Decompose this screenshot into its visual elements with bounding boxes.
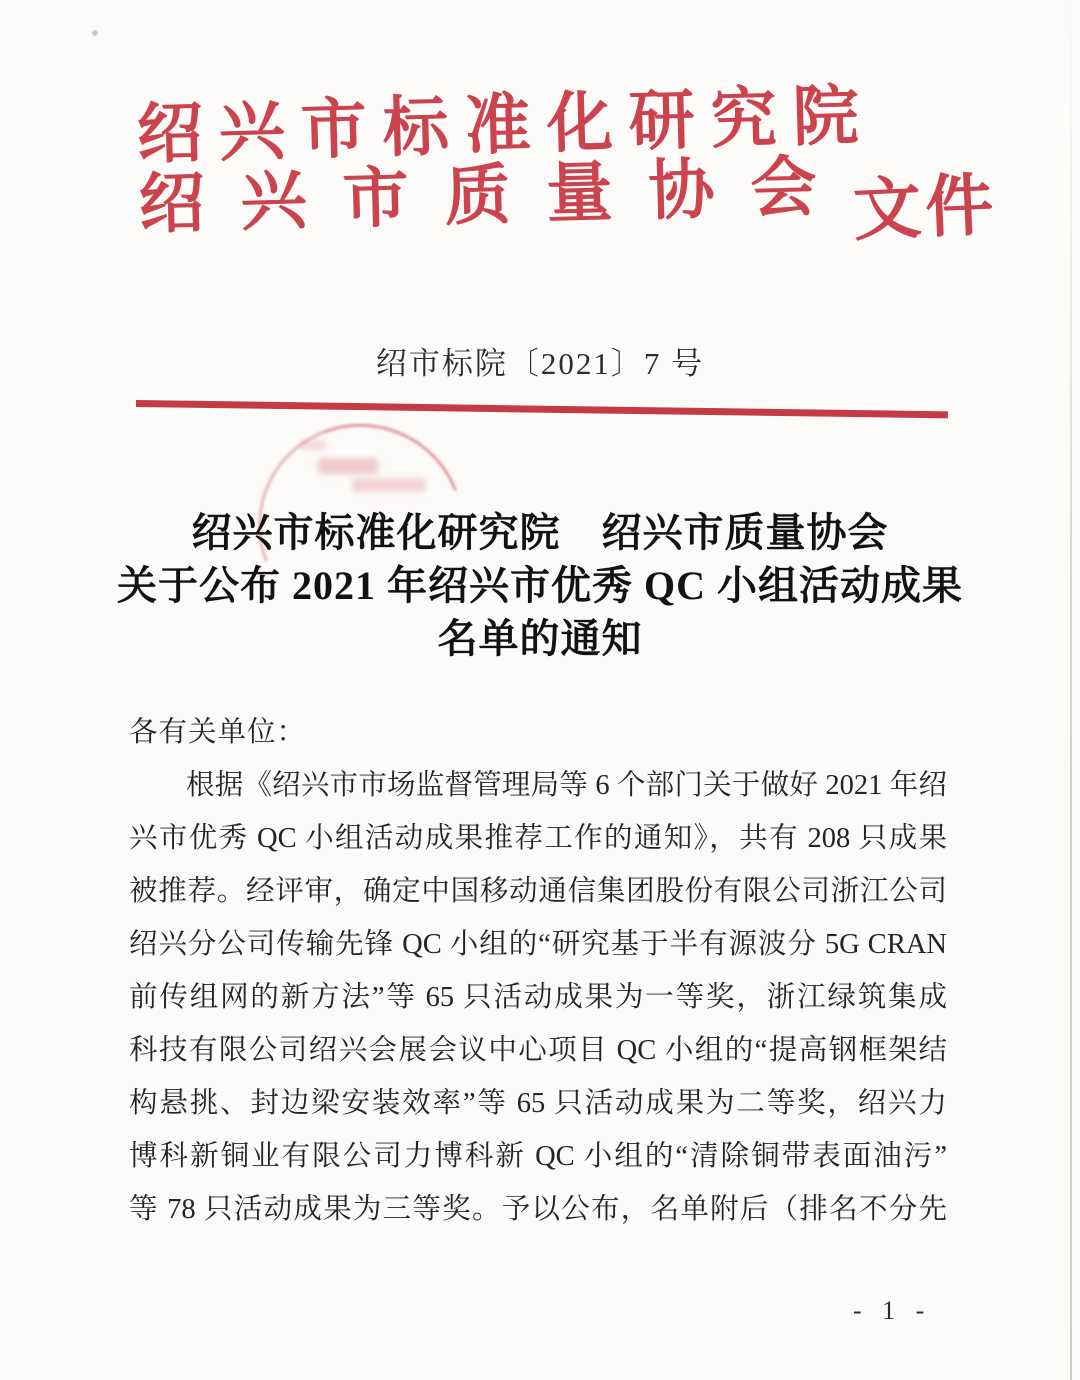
body-line: 等 78 只活动成果为三等奖。予以公布，名单附后（排名不分先 (129, 1194, 947, 1225)
body-line: 根据《绍兴市市场监督管理局等 6 个部门关于做好 2021 年绍 (186, 770, 947, 801)
red-separator-line (136, 400, 948, 418)
body-line: 兴市优秀 QC 小组活动成果推荐工作的通知》，共有 208 只成果 (129, 823, 947, 854)
page-edge-line (1070, 0, 1072, 1380)
body-line: 构悬挑、封边梁安装效率”等 65 只活动成果为二等奖，绍兴力 (129, 1088, 947, 1119)
doc-number: 绍市标院〔2021〕7 号 (375, 346, 705, 381)
org-name-line-1: 绍兴市标准化研究院 (135, 79, 876, 172)
page-number: - 1 - (853, 1296, 932, 1325)
body-line: 博科新铜业有限公司力博科新 QC 小组的“清除铜带表面油污” (129, 1141, 947, 1172)
org-name-line-2: 绍兴市质量协会 (137, 150, 854, 242)
doc-type-label: 文件 (851, 166, 999, 250)
body-line: 绍兴分公司传输先锋 QC 小组的“研究基于半有源波分 5G CRAN (129, 929, 947, 960)
salutation: 各有关单位： (129, 717, 307, 748)
seal-smudge (318, 458, 378, 474)
scan-speck (92, 30, 98, 36)
notice-title-line-1: 绍兴市标准化研究院 绍兴市质量协会 (191, 510, 889, 555)
notice-title (0, 506, 1080, 665)
notice-body (129, 706, 947, 1236)
notice-title-line-3: 名单的通知 (437, 616, 643, 661)
body-line: 前传组网的新方法”等 65 只活动成果为一等奖，浙江绿筑集成 (129, 982, 947, 1013)
seal-smudge (300, 440, 326, 450)
notice-title-line-2: 关于公布 2021 年绍兴市优秀 QC 小组活动成果 (117, 563, 963, 608)
body-line: 科技有限公司绍兴会展会议中心项目 QC 小组的“提高钢框架结 (129, 1035, 947, 1066)
seal-smudge (352, 478, 426, 492)
body-line: 被推荐。经评审，确定中国移动通信集团股份有限公司浙江公司 (129, 876, 947, 907)
